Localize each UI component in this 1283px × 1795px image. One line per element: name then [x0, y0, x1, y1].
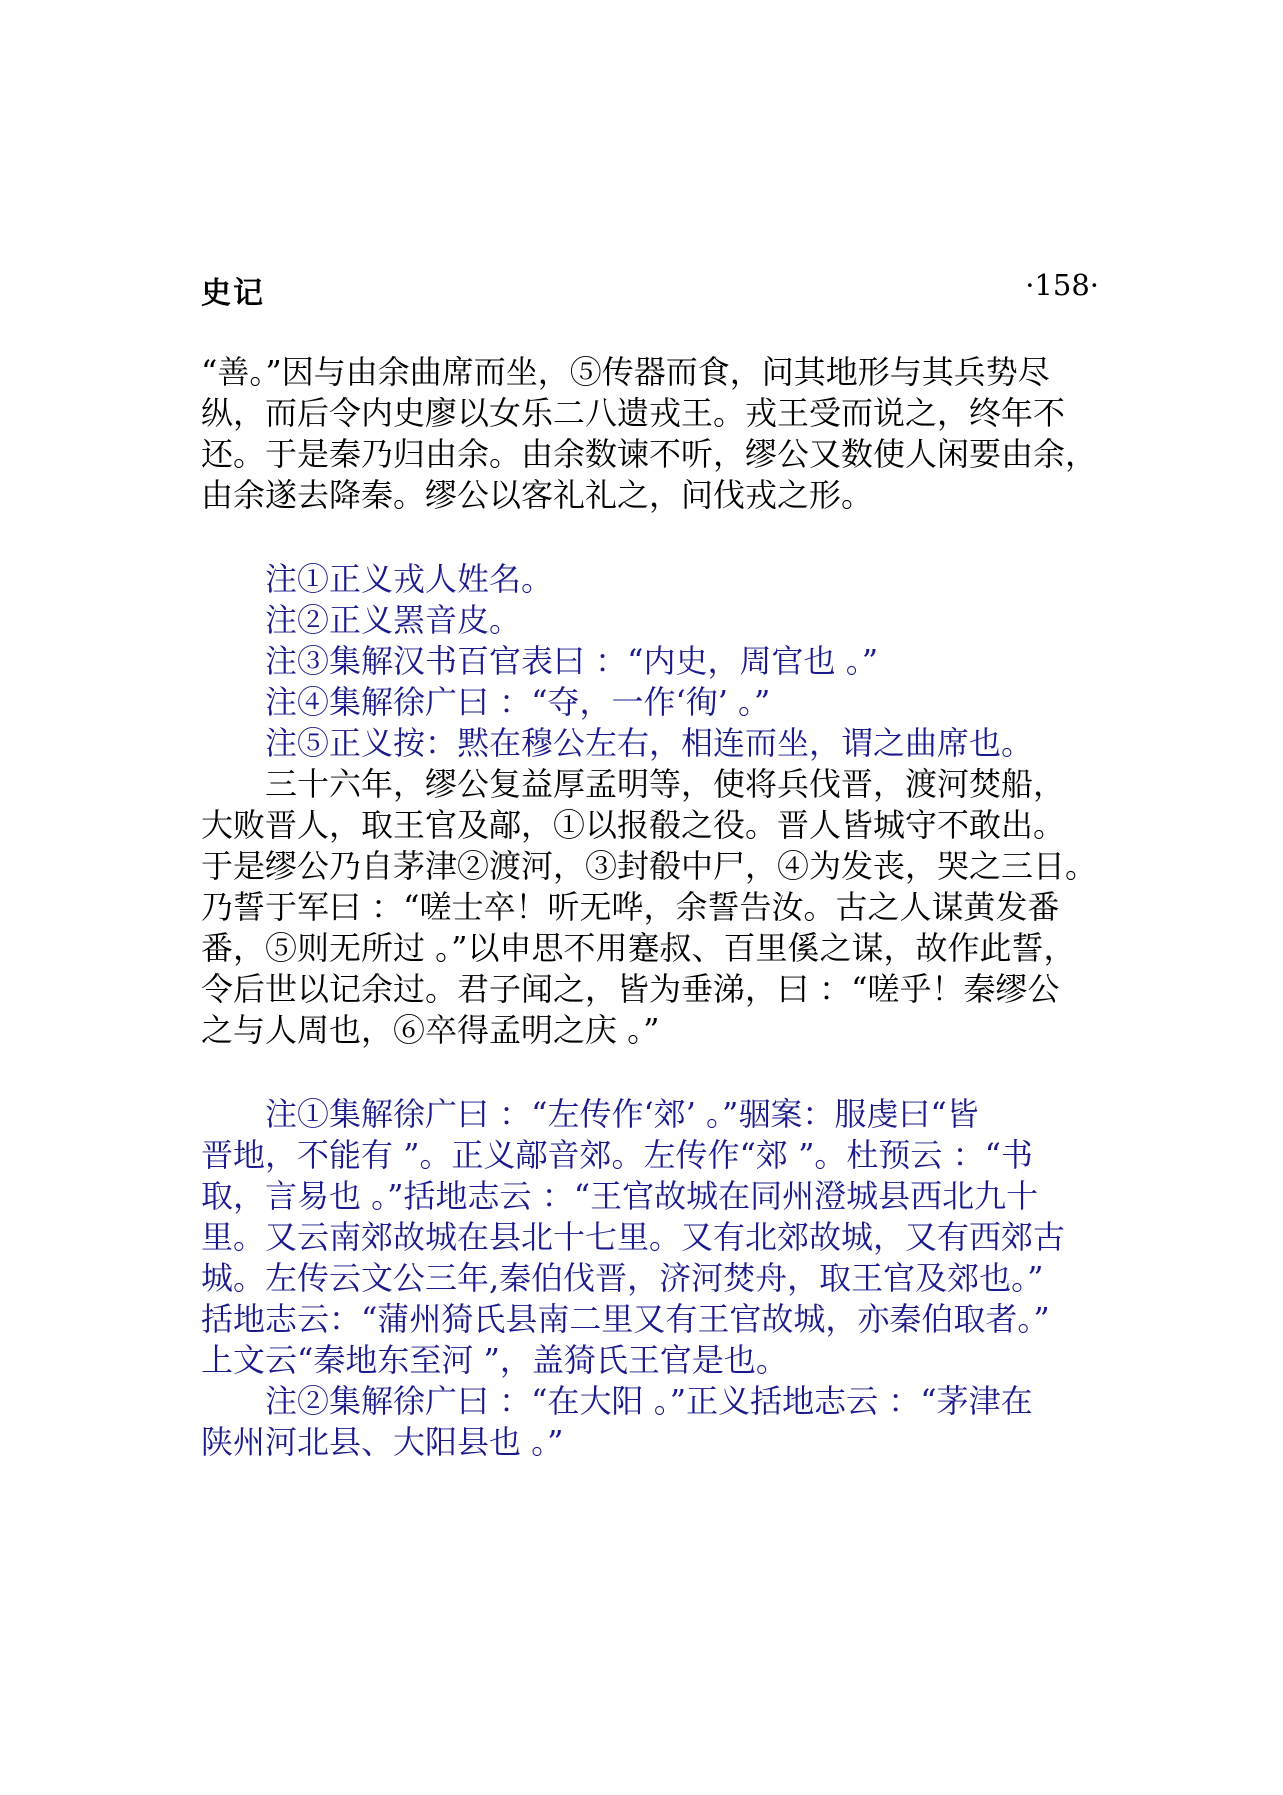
footnote-line: 注④集解徐广曰 ：“夺，一作‘徇’ 。”	[265, 683, 771, 721]
text-line: 番，⑤则无所过 。”以申思不用蹇叔、百里傒之谋，故作此誓，	[201, 929, 1076, 967]
text-line: 三十六年，缪公复益厚孟明等，使将兵伐晋，渡河焚船，	[265, 765, 1066, 803]
footnote-line: 注①集解徐广曰 ：“左传作‘郊’ 。”骃案：服虔曰“皆	[265, 1095, 979, 1133]
book-title: 史记	[201, 276, 265, 311]
text-line: 令后世以记余过。君子闻之，皆为垂涕，曰 ：“嗟乎！秦缪公	[201, 970, 1060, 1008]
notes-block-2	[201, 1094, 1101, 1381]
page-body	[201, 352, 1101, 1463]
footnote-line: 上文云“秦地东至河 ”，盖猗氏王官是也。	[201, 1341, 788, 1379]
notes-block-3	[201, 1381, 1101, 1463]
page-number: ·158·	[1025, 268, 1099, 302]
text-line: 大败晋人，取王官及鄗，①以报殽之役。晋人皆城守不敢出。	[201, 806, 1066, 844]
spacer	[201, 516, 1101, 559]
footnote-line: 注⑤正义按：黙在穆公左右，相连而坐，谓之曲席也。	[265, 724, 1034, 762]
text-line: 由余遂去降秦。缪公以客礼礼之，问伐戎之形。	[201, 476, 874, 514]
footnote-line: 取，言易也 。”括地志云 ：“王官故城在同州澄城县西北九十	[201, 1177, 1039, 1215]
text-line: 纵，而后令内史廖以女乐二八遗戎王。戎王受而说之，终年不	[201, 394, 1066, 432]
paragraph-1	[201, 352, 1101, 516]
footnote-line: 里。又云南郊故城在县北十七里。又有北郊故城，又有西郊古	[201, 1218, 1066, 1256]
footnote-line: 注③集解汉书百官表曰 ：“内史，周官也 。”	[265, 642, 879, 680]
footnote-line: 注②集解徐广曰 ：“在大阳 。”正义括地志云 ：“茅津在	[265, 1382, 1033, 1420]
page-header	[201, 268, 1099, 312]
footnote-line: 陕州河北县、大阳县也 。”	[201, 1423, 564, 1461]
text-line: 于是缪公乃自茅津②渡河，③封殽中尸，④为发丧，哭之三日。	[201, 847, 1098, 885]
footnote-line: 注②正义罴音皮。	[265, 601, 522, 639]
notes-block-1	[201, 559, 1101, 764]
text-line: “善。”因与由余曲席而坐，⑤传器而食，问其地形与其兵势尽	[201, 353, 1050, 391]
spacer	[201, 1051, 1101, 1094]
footnote-line: 城。左传云文公三年,秦伯伐晋，济河焚舟，取王官及郊也。”	[201, 1259, 1044, 1297]
footnote-line: 括地志云：“蒲州猗氏县南二里又有王官故城，亦秦伯取者。”	[201, 1300, 1050, 1338]
text-line: 之与人周也，⑥卒得孟明之庆 。”	[201, 1011, 660, 1049]
footnote-line: 晋地，不能有 ”。正义鄗音郊。左传作“郊 ”。杜预云 ：“书	[201, 1136, 1033, 1174]
text-line: 乃誓于军曰 ：“嗟士卒！听无哗，余誓告汝。古之人谋黄发番	[201, 888, 1060, 926]
paragraph-2	[201, 764, 1101, 1051]
footnote-line: 注①正义戎人姓名。	[265, 560, 554, 598]
text-line: 还。于是秦乃归由余。由余数谏不听，缪公又数使人闲要由余，	[201, 435, 1098, 473]
